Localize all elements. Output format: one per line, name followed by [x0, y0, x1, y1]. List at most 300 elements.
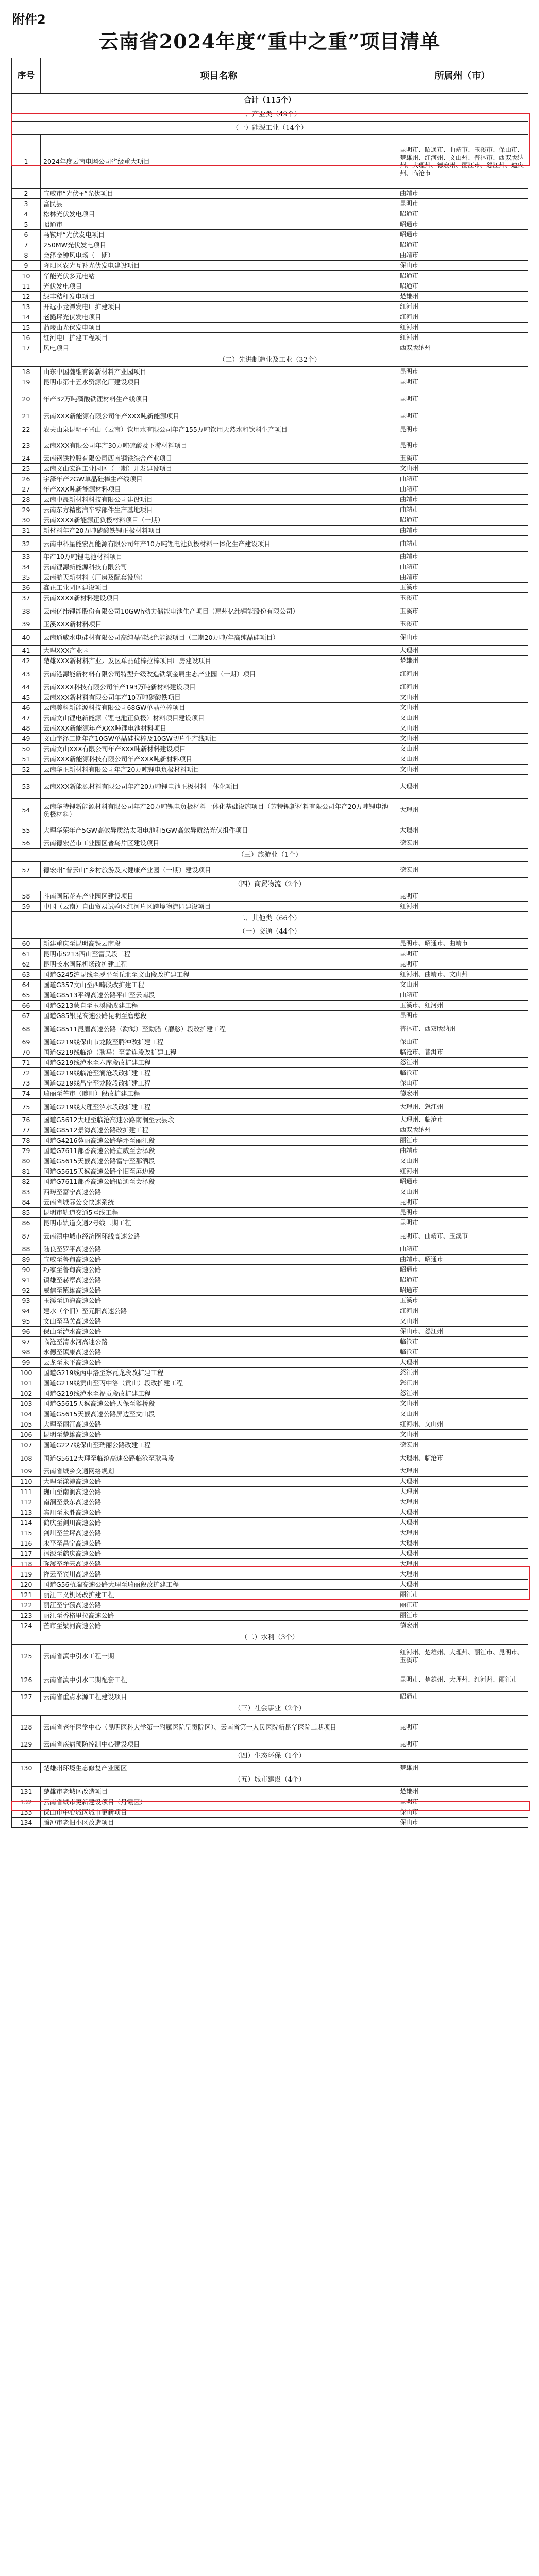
table-row	[12, 1166, 528, 1177]
project-name: 云南航天新材料（厂房及配套设施）	[41, 572, 397, 583]
project-name: 昆明至楚雄高速公路	[41, 1430, 397, 1440]
row-number: 83	[12, 1187, 41, 1197]
project-name: 国道G8511昆磨高速公路（勐海）至勐腊（磨憨）段改扩建工程	[41, 1021, 397, 1037]
table-row	[12, 199, 528, 209]
section-label: （二）水利（3个）	[12, 1631, 528, 1645]
section-label: 二、其他类（66个）	[12, 912, 528, 925]
region-cell: 大理州、怒江州	[397, 1099, 528, 1115]
region-cell: 曲靖市	[397, 552, 528, 562]
region-cell: 临沧市	[397, 1068, 528, 1078]
region-cell: 红河州	[397, 666, 528, 682]
region-cell: 德宏州	[397, 1440, 528, 1450]
row-number: 81	[12, 1166, 41, 1177]
table-row	[12, 1078, 528, 1089]
table-row	[12, 1580, 528, 1590]
project-name: 南涧至景东高速公路	[41, 1497, 397, 1507]
table-row	[12, 1068, 528, 1078]
table-row	[12, 1197, 528, 1208]
column-header-number: 序号	[12, 58, 41, 94]
project-name: 光伏发电项目	[41, 281, 397, 292]
region-cell: 昆明市	[397, 1797, 528, 1807]
region-cell: 文山州	[397, 692, 528, 703]
table-row	[12, 1466, 528, 1477]
table-row	[12, 1001, 528, 1011]
project-name: 昆明市S213西山至富民段工程	[41, 949, 397, 959]
project-name: 云南XXX新材料有限公司年产10万吨磷酸铁项目	[41, 692, 397, 703]
region-cell: 大理州	[397, 1487, 528, 1497]
region-cell: 昆明市、昭通市、曲靖市、玉溪市、保山市、楚雄州、红河州、文山州、普洱市、西双版纳州、大理州、德宏州、丽江市、怒江州、迪庆州、临沧市	[397, 135, 528, 189]
table-row	[12, 1477, 528, 1487]
table-row	[12, 323, 528, 333]
project-name: 弥渡至祥云高速公路	[41, 1559, 397, 1569]
total-row	[12, 94, 528, 108]
row-number: 60	[12, 939, 41, 949]
project-name: 云南省老年医学中心（昆明医科大学第一附属医院呈贡院区）、云南省第一人民医院新昆华医院二期项目	[41, 1716, 397, 1739]
region-cell: 红河州	[397, 902, 528, 912]
region-cell: 文山州	[397, 754, 528, 765]
row-number: 36	[12, 583, 41, 593]
region-cell: 红河州、楚雄州、大理州、丽江市、昆明市、玉溪市	[397, 1645, 528, 1668]
project-name: 国道G219线丙中洛至察瓦龙段改扩建工程	[41, 1368, 397, 1378]
region-cell: 怒江州	[397, 1368, 528, 1378]
project-name: 祥云至宾川高速公路	[41, 1569, 397, 1580]
region-cell: 红河州	[397, 682, 528, 692]
project-name: 云南德宏芒市工业园区普乌片区建设项目	[41, 838, 397, 849]
project-name: 云南省城市更新建设项目（丹霞区）	[41, 1797, 397, 1807]
table-row	[12, 281, 528, 292]
table-row	[12, 666, 528, 682]
table-row	[12, 1099, 528, 1115]
region-cell: 昭通市	[397, 1177, 528, 1187]
project-name: 国道G56杭瑞高速公路大理至瑞丽段改扩建工程	[41, 1580, 397, 1590]
project-name: 丽江三义机场改扩建工程	[41, 1590, 397, 1600]
section-row	[12, 108, 528, 122]
row-number: 14	[12, 312, 41, 323]
row-number: 67	[12, 1011, 41, 1021]
region-cell: 红河州	[397, 1306, 528, 1316]
project-name: 新材料年产20万吨磷酸铁锂正极材料项目	[41, 526, 397, 536]
region-cell: 大理州	[397, 775, 528, 799]
project-name: 威信至镇雄高速公路	[41, 1285, 397, 1296]
row-number: 41	[12, 646, 41, 656]
region-cell: 楚雄州	[397, 656, 528, 666]
section-row	[12, 353, 528, 367]
region-cell: 怒江州	[397, 1058, 528, 1068]
project-name: 楚雄州环境生态修复产业园区	[41, 1763, 397, 1773]
row-number: 71	[12, 1058, 41, 1068]
project-name: 宣威市“光伏+”光伏项目	[41, 189, 397, 199]
table-row	[12, 775, 528, 799]
project-name: 昆明市轨道交通2号线二期工程	[41, 1218, 397, 1228]
table-row	[12, 219, 528, 230]
table-row	[12, 1645, 528, 1668]
row-number: 49	[12, 734, 41, 744]
section-label: （四）生态环保（1个）	[12, 1750, 528, 1763]
region-cell: 昭通市	[397, 230, 528, 240]
table-row	[12, 1208, 528, 1218]
table-row	[12, 1058, 528, 1068]
table-row	[12, 1306, 528, 1316]
project-name: 国道G5615天猴高速公路天保至猴桥段	[41, 1399, 397, 1409]
row-number: 10	[12, 271, 41, 281]
project-name: 隆阳区农光互补光伏发电建设项目	[41, 261, 397, 271]
project-name: 丽江至香格里拉高速公路	[41, 1611, 397, 1621]
table-row	[12, 1518, 528, 1528]
table-row	[12, 1569, 528, 1580]
project-table	[11, 58, 528, 1828]
row-number: 104	[12, 1409, 41, 1419]
project-name: 国道G4216蓉丽高速公路华坪至丽江段	[41, 1136, 397, 1146]
table-row	[12, 302, 528, 312]
section-row	[12, 122, 528, 135]
project-name: 文山宇泽二期年产10GW单晶硅拉棒及10GW切片生产线项目	[41, 734, 397, 744]
table-row	[12, 939, 528, 949]
row-number: 78	[12, 1136, 41, 1146]
table-row	[12, 1244, 528, 1255]
row-number: 127	[12, 1692, 41, 1702]
table-row	[12, 411, 528, 421]
region-cell: 曲靖市	[397, 526, 528, 536]
table-row	[12, 1316, 528, 1327]
row-number: 132	[12, 1797, 41, 1807]
section-row	[12, 849, 528, 862]
project-name: 国道G219线临沧至澜沧段改扩建工程	[41, 1068, 397, 1078]
region-cell: 玉溪市	[397, 619, 528, 630]
table-header-row	[12, 58, 528, 94]
table-row	[12, 754, 528, 765]
region-cell: 昆明市	[397, 387, 528, 411]
region-cell: 昭通市	[397, 219, 528, 230]
table-row	[12, 959, 528, 970]
project-name: 云南文山XXX有限公司年产XXX吨新材料建设项目	[41, 744, 397, 754]
project-name: 云南省城际公交快速系统	[41, 1197, 397, 1208]
table-row	[12, 1156, 528, 1166]
row-number: 134	[12, 1818, 41, 1828]
region-cell: 昆明市	[397, 437, 528, 453]
table-row	[12, 1228, 528, 1244]
table-row	[12, 1255, 528, 1265]
project-name: 国道G5615天猴高速公路富宁至那洒段	[41, 1156, 397, 1166]
project-name: 国道G219线昌宁至龙陵段改扩建工程	[41, 1078, 397, 1089]
row-number: 126	[12, 1668, 41, 1692]
table-row	[12, 1275, 528, 1285]
region-cell: 文山州	[397, 980, 528, 990]
row-number: 130	[12, 1763, 41, 1773]
table-row	[12, 1787, 528, 1797]
region-cell: 德宏州	[397, 1089, 528, 1099]
table-row	[12, 619, 528, 630]
attachment-label: 附件2	[12, 12, 46, 27]
row-number: 7	[12, 240, 41, 250]
project-name: 国道G7611都香高速公路昭通至会泽段	[41, 1177, 397, 1187]
region-cell: 文山州	[397, 723, 528, 734]
row-number: 44	[12, 682, 41, 692]
row-number: 48	[12, 723, 41, 734]
region-cell: 大理州	[397, 646, 528, 656]
table-row	[12, 377, 528, 387]
section-row	[12, 1631, 528, 1645]
row-number: 70	[12, 1047, 41, 1058]
region-cell: 曲靖市、昭通市	[397, 1255, 528, 1265]
table-row	[12, 990, 528, 1001]
row-number: 23	[12, 437, 41, 453]
region-cell: 大理州	[397, 1528, 528, 1538]
project-name: 丽江至宁蒗高速公路	[41, 1600, 397, 1611]
project-name: 国道G213蒙自至玉溪段改建工程	[41, 1001, 397, 1011]
project-name: 临沧至清水河高速公路	[41, 1337, 397, 1347]
region-cell: 昆明市	[397, 1716, 528, 1739]
row-number: 102	[12, 1388, 41, 1399]
row-number: 12	[12, 292, 41, 302]
row-number: 38	[12, 603, 41, 619]
project-name: 云南省重点水源工程建设项目	[41, 1692, 397, 1702]
project-name: 玉溪至通海高速公路	[41, 1296, 397, 1306]
row-number: 79	[12, 1146, 41, 1156]
project-name: 西畴至富宁高速公路	[41, 1187, 397, 1197]
table-row	[12, 765, 528, 775]
row-number: 111	[12, 1487, 41, 1497]
row-number: 119	[12, 1569, 41, 1580]
table-row	[12, 1187, 528, 1197]
project-name: 云南通威水电硅材有限公司高纯晶硅绿色能源项目（二期20万吨/年高纯晶硅项目）	[41, 630, 397, 646]
region-cell: 曲靖市	[397, 250, 528, 261]
project-name: 腾冲市老旧小区改造项目	[41, 1818, 397, 1828]
table-row	[12, 1399, 528, 1409]
section-label: （四）商贸物流（2个）	[12, 878, 528, 891]
region-cell: 文山州	[397, 734, 528, 744]
table-row	[12, 464, 528, 474]
project-name: 年产32万吨磷酸铁锂材料生产线项目	[41, 387, 397, 411]
project-name: 昭通市	[41, 219, 397, 230]
row-number: 112	[12, 1497, 41, 1507]
project-name: 云南亿纬锂能股份有限公司10GWh动力储能电池生产项目（惠州亿纬锂能股份有限公司）	[41, 603, 397, 619]
row-number: 16	[12, 333, 41, 343]
region-cell: 丽江市	[397, 1600, 528, 1611]
project-name: 老撾坪光伏发电项目	[41, 312, 397, 323]
project-name: 云南省滇中引水二期配套工程	[41, 1668, 397, 1692]
region-cell: 昆明市	[397, 367, 528, 377]
row-number: 32	[12, 536, 41, 552]
section-label: （三）社会事业（2个）	[12, 1702, 528, 1716]
row-number: 2	[12, 189, 41, 199]
row-number: 95	[12, 1316, 41, 1327]
region-cell: 大理州	[397, 1477, 528, 1487]
region-cell: 红河州	[397, 302, 528, 312]
row-number: 74	[12, 1089, 41, 1099]
table-row	[12, 1037, 528, 1047]
table-row	[12, 723, 528, 734]
region-cell: 曲靖市	[397, 484, 528, 495]
table-row	[12, 799, 528, 822]
project-name: 宾川至永胜高速公路	[41, 1507, 397, 1518]
section-label: （一）交通（44个）	[12, 925, 528, 939]
project-name: 云南XXXX新材料建设项目	[41, 593, 397, 603]
region-cell: 西双版纳州	[397, 1125, 528, 1136]
row-number: 30	[12, 515, 41, 526]
project-name: 2024年度云南电网公司省级重大项目	[41, 135, 397, 189]
row-number: 9	[12, 261, 41, 271]
table-row	[12, 1818, 528, 1828]
row-number: 51	[12, 754, 41, 765]
table-row	[12, 949, 528, 959]
table-row	[12, 970, 528, 980]
row-number: 4	[12, 209, 41, 219]
project-name: 永德至镇康高速公路	[41, 1347, 397, 1358]
table-row	[12, 189, 528, 199]
row-number: 124	[12, 1621, 41, 1631]
region-cell: 大理州	[397, 1569, 528, 1580]
project-name: 开远小龙潭发电厂扩建项目	[41, 302, 397, 312]
region-cell: 保山市	[397, 261, 528, 271]
project-name: 国道G219线泸水至福贡段改扩建工程	[41, 1388, 397, 1399]
project-name: 云南钢铁控股有限公司西南钢铁综合产业项目	[41, 453, 397, 464]
project-name: 云南美科新能源科技有限公司68GW单晶拉棒项目	[41, 703, 397, 713]
region-cell: 文山州	[397, 744, 528, 754]
project-name: 国道G8512景海高速公路改扩建工程	[41, 1125, 397, 1136]
region-cell: 昆明市	[397, 949, 528, 959]
table-row	[12, 1021, 528, 1037]
project-name: 大理XXX产业园	[41, 646, 397, 656]
region-cell: 曲靖市	[397, 1146, 528, 1156]
table-row	[12, 333, 528, 343]
row-number: 107	[12, 1440, 41, 1450]
row-number: 45	[12, 692, 41, 703]
row-number: 99	[12, 1358, 41, 1368]
region-cell: 大理州	[397, 1559, 528, 1569]
project-name: 宇泽年产2GW单晶硅棒生产线项目	[41, 474, 397, 484]
project-name: 宣威至鲁甸高速公路	[41, 1255, 397, 1265]
project-name: 云南省滇中引水工程一期	[41, 1645, 397, 1668]
project-name: 永平至昌宁高速公路	[41, 1538, 397, 1549]
project-name: 巧家至鲁甸高速公路	[41, 1265, 397, 1275]
row-number: 20	[12, 387, 41, 411]
section-label: （五）城市建设（4个）	[12, 1773, 528, 1787]
table-row	[12, 1668, 528, 1692]
row-number: 40	[12, 630, 41, 646]
project-name: 国道G85银昆高速公路昆明至磨憨段	[41, 1011, 397, 1021]
region-cell: 文山州	[397, 464, 528, 474]
region-cell: 大理州	[397, 1538, 528, 1549]
project-name: 会泽金钟风电场（一期）	[41, 250, 397, 261]
table-row	[12, 603, 528, 619]
table-row	[12, 1507, 528, 1518]
project-name: 云南XXX新能源年产XXX吨锂电池材料项目	[41, 723, 397, 734]
region-cell: 昭通市	[397, 240, 528, 250]
region-cell: 保山市	[397, 1037, 528, 1047]
table-row	[12, 1011, 528, 1021]
region-cell: 红河州、文山州	[397, 1419, 528, 1430]
section-label: （三）旅游业（1个）	[12, 849, 528, 862]
region-cell: 红河州	[397, 323, 528, 333]
row-number: 13	[12, 302, 41, 312]
row-number: 98	[12, 1347, 41, 1358]
row-number: 88	[12, 1244, 41, 1255]
region-cell: 保山市	[397, 1807, 528, 1818]
table-row	[12, 1621, 528, 1631]
row-number: 8	[12, 250, 41, 261]
column-header-region: 所属州（市）	[397, 58, 528, 94]
project-name: 云龙至永平高速公路	[41, 1358, 397, 1368]
row-number: 28	[12, 495, 41, 505]
table-row	[12, 536, 528, 552]
row-number: 90	[12, 1265, 41, 1275]
table-row	[12, 271, 528, 281]
project-name: 昆明市第十五水资源化厂建设项目	[41, 377, 397, 387]
project-name: 国道G5612大理至临沧高速公路临沧至耿马段	[41, 1450, 397, 1466]
project-name: 国道G357文山至西畴段改扩建工程	[41, 980, 397, 990]
row-number: 65	[12, 990, 41, 1001]
project-name: 瑞丽至芒市（畹町）段改扩建工程	[41, 1089, 397, 1099]
section-label: （二）先进制造业及工业（32个）	[12, 353, 528, 367]
region-cell: 普洱市、西双版纳州	[397, 1021, 528, 1037]
row-number: 56	[12, 838, 41, 849]
table-row	[12, 1497, 528, 1507]
project-name: 国道G219线保山市龙陵至腾冲改扩建工程	[41, 1037, 397, 1047]
project-name: 国道G5612大理至临沧高速公路南涧至云县段	[41, 1115, 397, 1125]
table-row	[12, 292, 528, 302]
table-row	[12, 484, 528, 495]
region-cell: 昆明市	[397, 377, 528, 387]
region-cell: 文山州	[397, 1399, 528, 1409]
row-number: 125	[12, 1645, 41, 1668]
region-cell: 临沧市、普洱市	[397, 1047, 528, 1058]
table-row	[12, 1337, 528, 1347]
table-row	[12, 1549, 528, 1559]
table-row	[12, 1388, 528, 1399]
row-number: 64	[12, 980, 41, 990]
table-row	[12, 1430, 528, 1440]
region-cell: 玉溪市、红河州	[397, 1001, 528, 1011]
table-row	[12, 387, 528, 411]
row-number: 54	[12, 799, 41, 822]
project-name: 风电项目	[41, 343, 397, 353]
row-number: 37	[12, 593, 41, 603]
project-name: 红河电厂扩建工程项目	[41, 333, 397, 343]
region-cell: 昭通市	[397, 1285, 528, 1296]
region-cell: 玉溪市	[397, 603, 528, 619]
project-name: 国道G219线大理至泸水段改扩建工程	[41, 1099, 397, 1115]
row-number: 123	[12, 1611, 41, 1621]
project-name: 云南华特锂新能源材料有限公司年产20万吨锂电负极材料一体化基础设施项目（芳特锂新材料有限公司年产20万吨锂电池负极材料）	[41, 799, 397, 822]
project-name: 斗南国际花卉产业园区建设项目	[41, 891, 397, 902]
project-name: 云南中晟新材料科技有限公司建设项目	[41, 495, 397, 505]
region-cell: 楚雄州	[397, 292, 528, 302]
region-cell: 西双版纳州	[397, 343, 528, 353]
row-number: 110	[12, 1477, 41, 1487]
row-number: 80	[12, 1156, 41, 1166]
region-cell: 昆明市	[397, 1208, 528, 1218]
row-number: 66	[12, 1001, 41, 1011]
table-row	[12, 367, 528, 377]
row-number: 25	[12, 464, 41, 474]
region-cell: 大理州、临沧市	[397, 1115, 528, 1125]
region-cell: 昆明市	[397, 421, 528, 437]
table-row	[12, 656, 528, 666]
region-cell: 大理州	[397, 1549, 528, 1559]
region-cell: 丽江市	[397, 1611, 528, 1621]
table-row	[12, 838, 528, 849]
row-number: 6	[12, 230, 41, 240]
table-row	[12, 515, 528, 526]
project-name: 松林光伏发电项目	[41, 209, 397, 219]
region-cell: 大理州	[397, 1466, 528, 1477]
row-number: 75	[12, 1099, 41, 1115]
row-number: 100	[12, 1368, 41, 1378]
table-row	[12, 552, 528, 562]
table-row	[12, 1440, 528, 1450]
row-number: 113	[12, 1507, 41, 1518]
row-number: 39	[12, 619, 41, 630]
